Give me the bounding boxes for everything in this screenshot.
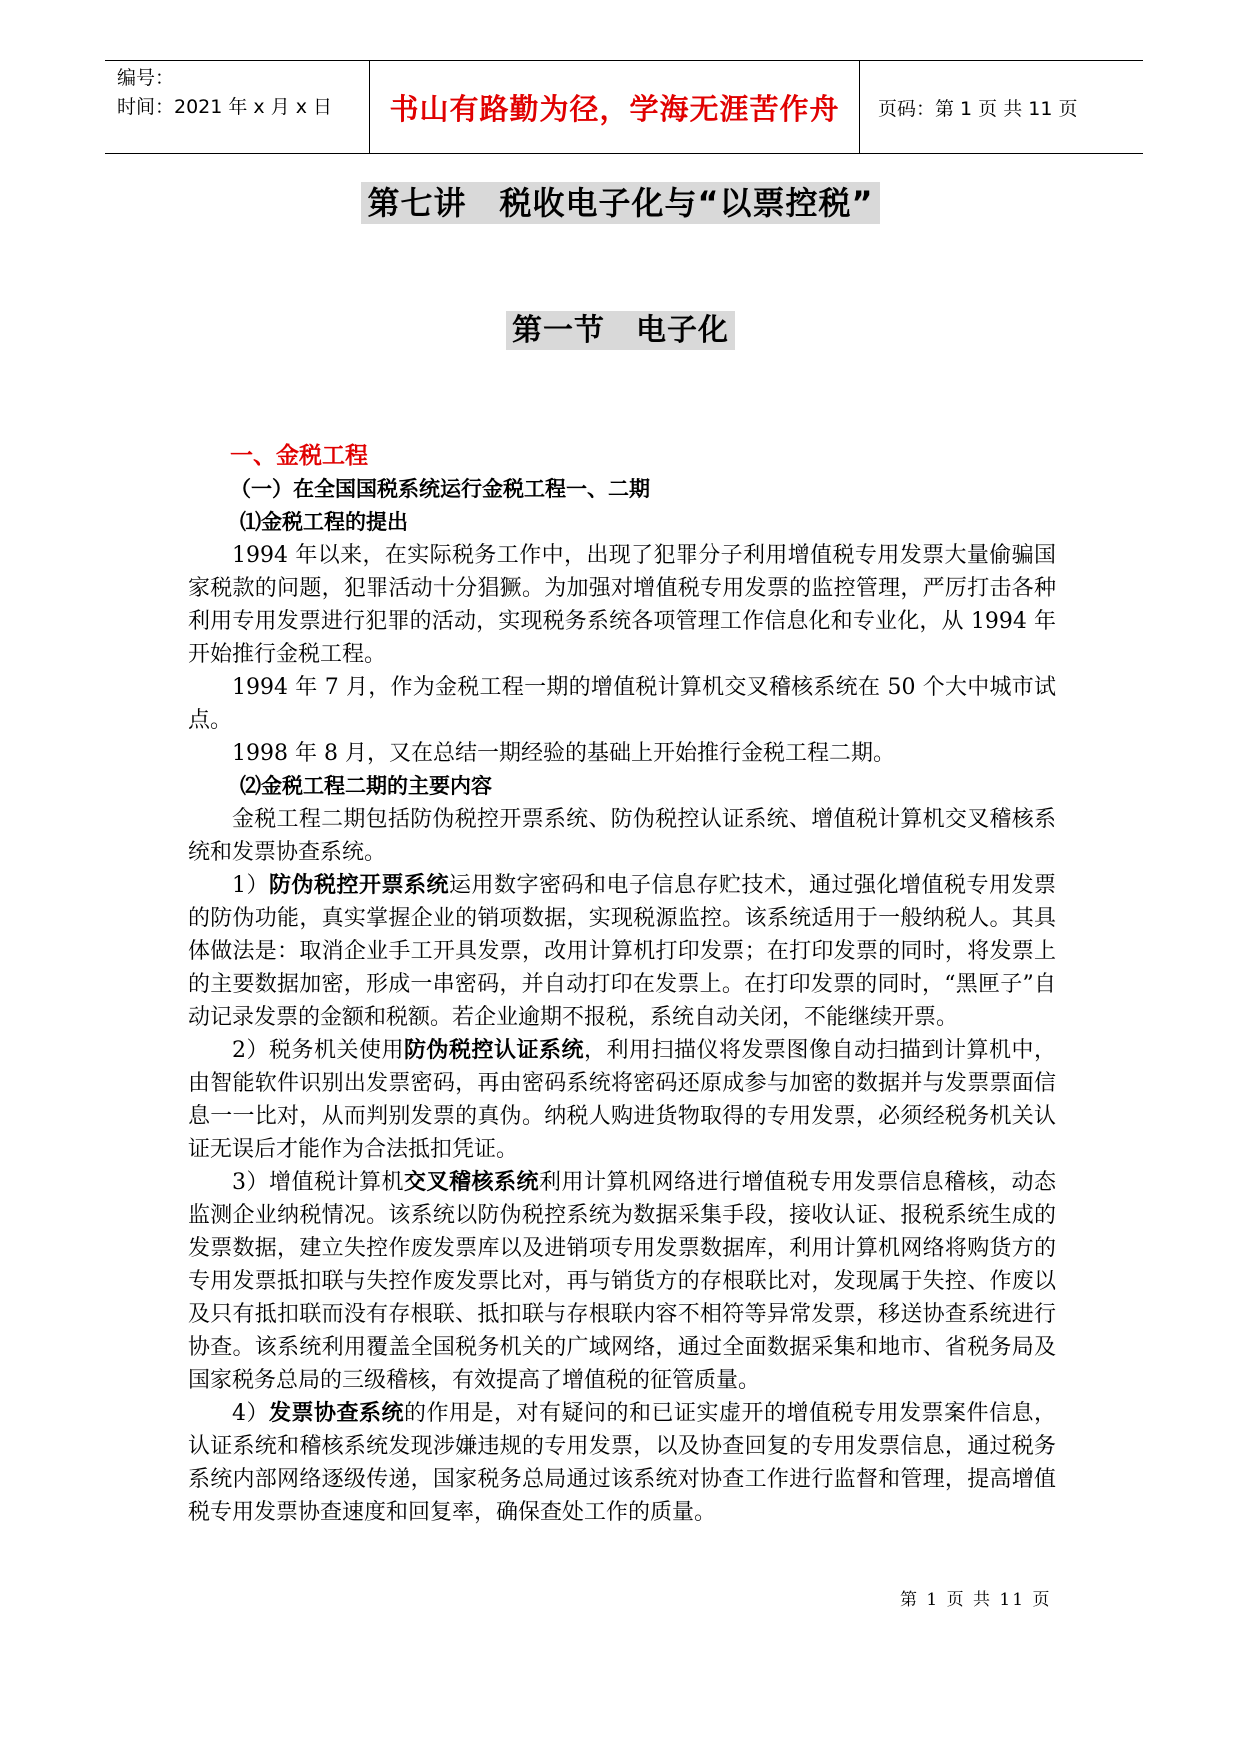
paragraph [188,1166,1056,1397]
heading-level-3: ⑵金税工程二期的主要内容 [240,774,492,798]
paragraph-prefix: 3）增值税计算机 [232,1170,404,1195]
keyword: 防伪税控认证系统 [404,1038,584,1063]
paragraph: 1998 年 8 月，又在总结一期经验的基础上开始推行金税工程二期。 [232,741,895,766]
paragraph [188,869,1056,1034]
paragraph [188,1397,1056,1529]
header-page-label: 页码：第 1 页 共 11 页 [878,97,1078,120]
lecture-title-text: 第七讲 税收电子化与“以票控税” [361,182,879,224]
paragraph-prefix: 2）税务机关使用 [232,1038,404,1063]
number-label: 编号： [117,67,175,89]
keyword: 防伪税控开票系统 [269,873,449,898]
keyword: 交叉稽核系统 [404,1170,539,1195]
paragraph-text: 运用数字密码和电子信息存贮技术，通过强化增值税专用发票的防伪功能，真实掌握企业的销项数据，实现税源监控。该系统适用于一般纳税人。其具体做法是：取消企业手工开具发票，改用计算机打印发票；在打印发票的同时，将发票上的主要数据加密，形成一串密码，并自动打印在发票上。在打印发票的同时，“黑匣子”自动记录发票的金额和税额。若企业逾期不报税，系统自动关闭，不能继续开票。 [188,873,1056,1030]
page-footer: 第 1 页 共 11 页 [900,1590,1052,1610]
paragraph: 金税工程二期包括防伪税控开票系统、防伪税控认证系统、增值税计算机交叉稽核系统和发票协查系统。 [188,807,1056,865]
heading-level-2: （一）在全国国税系统运行金税工程一、二期 [230,477,650,501]
header-motto: 书山有路勤为径，学海无涯苦作舟 [369,61,860,153]
paragraph-text: 利用计算机网络进行增值税专用发票信息稽核，动态监测企业纳税情况。该系统以防伪税控系统为数据采集手段，接收认证、报税系统生成的发票数据，建立失控作废发票库以及进销项专用发票数据库，利用计算机网络将购货方的专用发票抵扣联与失控作废发票比对，再与销货方的存根联比对，发现属于失控、作废以及只有抵扣联而没有存根联、抵扣联与存根联内容不相符等异常发票，移送协查系统进行协查。该系统利用覆盖全国税务机关的广域网络，通过全面数据采集和地市、省税务局及国家税务总局的三级稽核，有效提高了增值税的征管质量。 [188,1170,1056,1393]
paragraph: 1994 年以来，在实际税务工作中，出现了犯罪分子利用增值税专用发票大量偷骗国家税款的问题，犯罪活动十分猖獗。为加强对增值税专用发票的监控管理，严厉打击各种利用专用发票进行犯罪的活动，实现税务系统各项管理工作信息化和专业化，从 1994 年开始推行金税工程。 [188,543,1056,667]
paragraph-prefix: 4） [232,1401,269,1426]
paragraph: 1994 年 7 月，作为金税工程一期的增值税计算机交叉稽核系统在 50 个大中城市试点。 [188,675,1056,733]
paragraph [188,1034,1056,1166]
page-header [105,60,1143,154]
document-body [188,440,1056,1529]
section-title [0,305,1241,349]
time-label: 时间：2021 年 x 月 x 日 [117,96,333,118]
heading-level-3: ⑴金税工程的提出 [240,510,408,534]
header-meta [117,61,369,156]
paragraph-prefix: 1） [232,873,269,898]
heading-level-1: 一、金税工程 [230,443,368,469]
section-title-text: 第一节 电子化 [506,311,735,350]
paragraph-text: ，利用扫描仪将发票图像自动扫描到计算机中，由智能软件识别出发票密码，再由密码系统将密码还原成参与加密的数据并与发票票面信息一一比对，从而判别发票的真伪。纳税人购进货物取得的专用发票，必须经税务机关认证无误后才能作为合法抵扣凭证。 [188,1038,1056,1162]
keyword: 发票协查系统 [269,1401,404,1426]
lecture-title [0,178,1241,224]
paragraph-text: 的作用是，对有疑问的和已证实虚开的增值税专用发票案件信息，认证系统和稽核系统发现涉嫌违规的专用发票，以及协查回复的专用发票信息，通过税务系统内部网络逐级传递，国家税务总局通过该系统对协查工作进行监督和管理，提高增值税专用发票协查速度和回复率，确保查处工作的质量。 [188,1401,1056,1525]
